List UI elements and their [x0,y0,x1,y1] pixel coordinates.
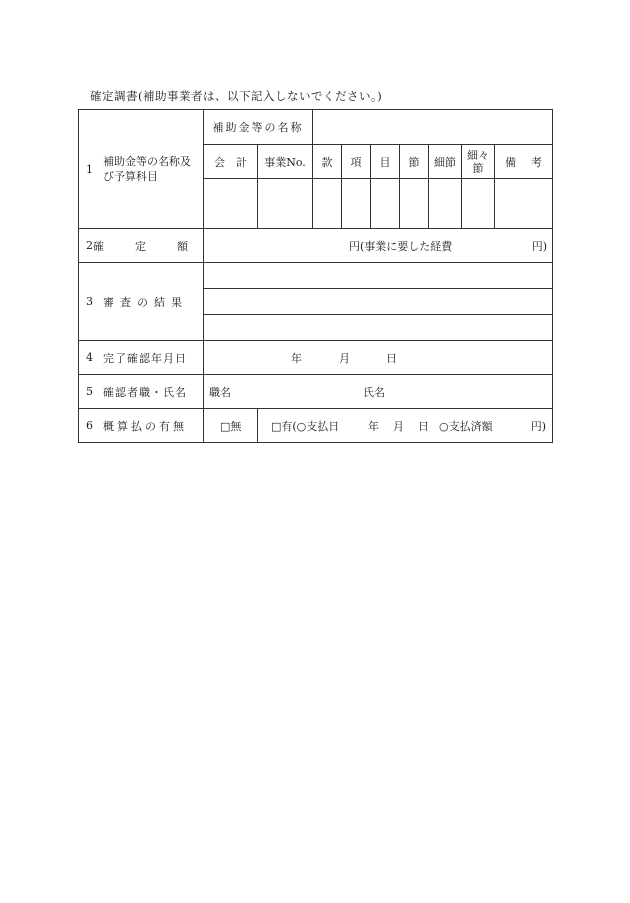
confirmation-form-table [78,109,553,443]
col-jigyo-no: 事業No. [258,145,313,179]
field-biko[interactable] [495,179,553,229]
section1-label-cell [79,110,204,229]
paid-amount-yen-close: 円) [530,419,547,433]
section3-label: 審査の結果 [103,295,188,309]
review-result-line-1[interactable] [204,263,553,289]
field-saisai-setsu[interactable] [462,179,495,229]
section1-name-row [79,110,553,145]
section6-row [79,409,553,443]
advance-payment-exists-cell[interactable] [258,409,553,443]
section2-label: 確定額 [93,239,219,253]
section4-label-cell [79,341,204,375]
section4-label: 完了確認年月日 [103,351,187,365]
section2-number: 2 [86,239,93,252]
completion-date-field[interactable] [204,341,553,375]
field-setsu[interactable] [400,179,429,229]
section4-number: 4 [86,351,93,364]
completion-year: 年 [291,351,302,365]
job-title-label: 職名 [209,385,231,399]
section3-row-1 [79,263,553,289]
section3-number: 3 [86,295,93,308]
col-kaikei: 会 計 [204,145,258,179]
col-kou: 項 [342,145,371,179]
field-moku[interactable] [371,179,400,229]
person-name-label: 氏名 [363,385,385,399]
section5-number: 5 [86,385,93,398]
advance-payment-exists-checkbox[interactable]: □有(○支払日 [271,419,340,433]
advance-payment-none-checkbox[interactable]: □無 [220,419,242,433]
expense-yen-close: 円) [531,239,548,253]
section4-row [79,341,553,375]
section1-number: 1 [86,162,93,176]
field-kaikei[interactable] [204,179,258,229]
section2-label-cell [79,229,219,263]
section6-label: 概算払の有無 [103,419,187,433]
col-kan: 款 [313,145,342,179]
col-saisai-setsu: 細々 節 [462,145,495,179]
subsidy-name-header: 補助金等の名称 [204,110,313,145]
completion-month: 月 [339,351,350,365]
section5-row [79,375,553,409]
field-kou[interactable] [342,179,371,229]
field-jigyo-no[interactable] [258,179,313,229]
section6-label-cell [79,409,204,443]
confirmed-amount-field[interactable] [204,229,553,263]
col-moku: 目 [371,145,400,179]
section3-label-cell [79,263,204,341]
paid-amount-label: ○支払済額 [439,419,493,433]
payment-year: 年 [368,419,379,433]
expense-label: 円(事業に要した経費 [349,239,453,253]
col-biko: 備 考 [495,145,553,179]
section1-label: 補助金等の名称及び予算科目 [103,155,191,183]
subsidy-name-field[interactable] [313,110,553,145]
field-saisetsu[interactable] [429,179,462,229]
section2-row [79,229,553,263]
col-saisetsu: 細節 [429,145,462,179]
advance-payment-none-cell[interactable] [204,409,258,443]
section6-number: 6 [86,419,93,432]
field-kan[interactable] [313,179,342,229]
completion-day: 日 [386,351,397,365]
form-heading: 確定調書(補助事業者は、以下記入しないでください。) [90,89,383,103]
payment-month: 月 [393,419,404,433]
review-result-line-3[interactable] [204,315,553,341]
confirmer-field[interactable] [204,375,553,409]
review-result-line-2[interactable] [204,289,553,315]
payment-day: 日 [418,419,429,433]
section5-label: 確認者職・氏名 [103,385,187,399]
col-setsu: 節 [400,145,429,179]
section5-label-cell [79,375,204,409]
